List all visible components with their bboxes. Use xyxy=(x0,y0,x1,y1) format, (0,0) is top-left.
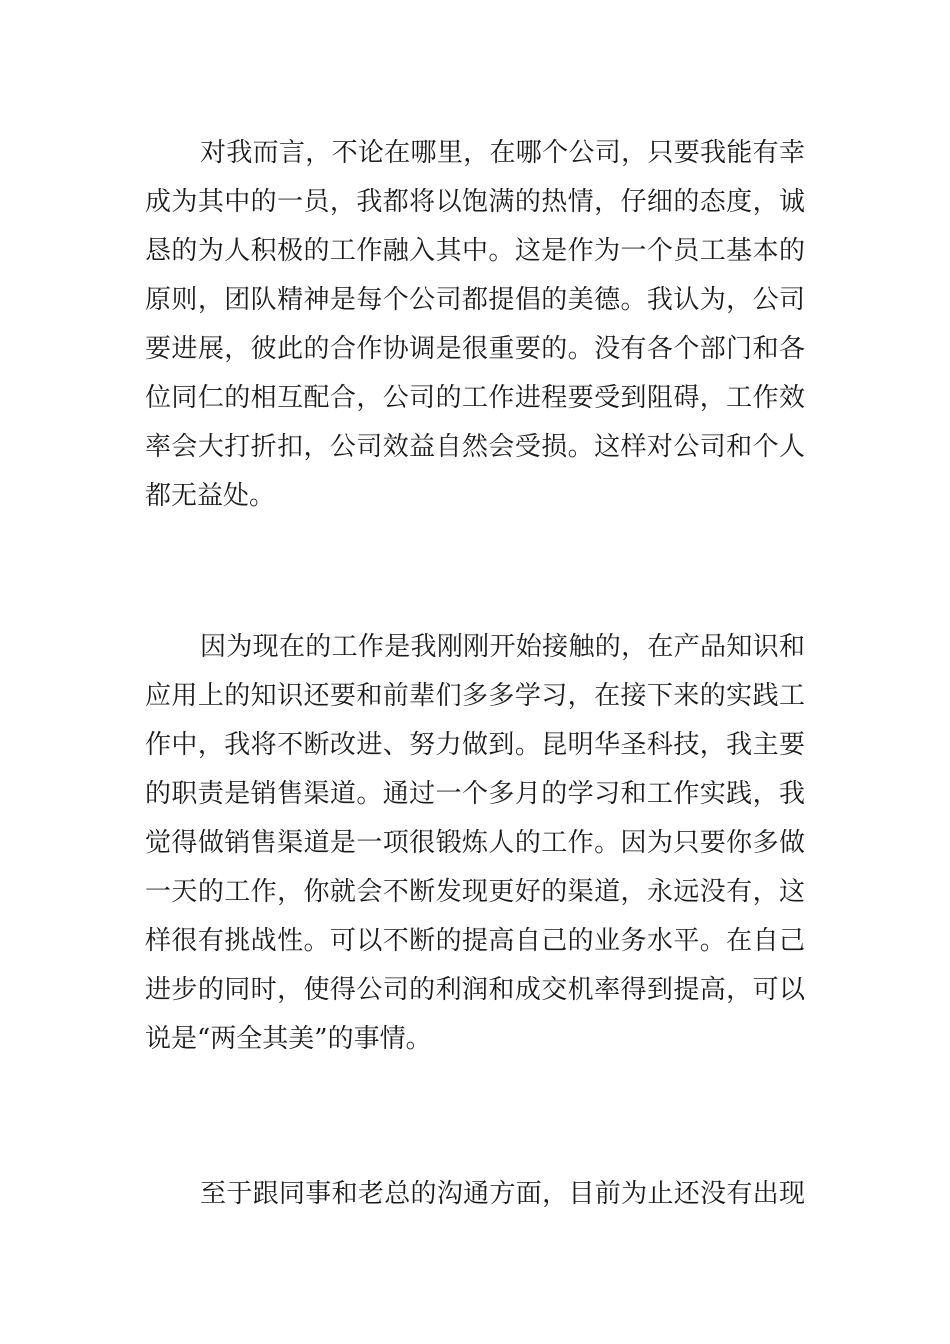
text-line: 恳的为人积极的工作融入其中。这是作为一个员工基本的 xyxy=(145,236,805,266)
text-line: 位同仁的相互配合，公司的工作进程要受到阻碍，工作效 xyxy=(145,383,805,413)
text-line: 成为其中的一员，我都将以饱满的热情，仔细的态度，诚 xyxy=(145,187,805,217)
text-line: 的职责是销售渠道。通过一个多月的学习和工作实践，我 xyxy=(145,779,805,809)
text-line: 原则，团队精神是每个公司都提倡的美德。我认为，公司 xyxy=(145,285,805,315)
paragraph-communication xyxy=(145,1170,805,1219)
text-line: 因为现在的工作是我刚刚开始接触的，在产品知识和 xyxy=(200,632,805,662)
text-line: 应用上的知识还要和前辈们多多学习，在接下来的实践工 xyxy=(145,681,805,711)
text-line: 率会大打折扣，公司效益自然会受损。这样对公司和个人 xyxy=(145,432,805,462)
text-line: 至于跟同事和老总的沟通方面，目前为止还没有出现 xyxy=(200,1179,805,1209)
text-line: 说是“两全其美”的事情。 xyxy=(145,1024,432,1054)
paragraph-sales-channel xyxy=(145,623,805,1064)
text-line: 样很有挑战性。可以不断的提高自己的业务水平。在自己 xyxy=(145,926,805,956)
text-line: 要进展，彼此的合作协调是很重要的。没有各个部门和各 xyxy=(145,334,805,364)
paragraph-teamwork xyxy=(145,129,805,521)
text-line: 作中，我将不断改进、努力做到。昆明华圣科技，我主要 xyxy=(145,730,805,760)
text-line: 进步的同时，使得公司的利润和成交机率得到提高，可以 xyxy=(145,975,805,1005)
text-line: 觉得做销售渠道是一项很锻炼人的工作。因为只要你多做 xyxy=(145,828,805,858)
text-line: 都无益处。 xyxy=(145,481,276,511)
text-line: 对我而言，不论在哪里，在哪个公司，只要我能有幸 xyxy=(200,138,805,168)
text-line: 一天的工作，你就会不断发现更好的渠道，永远没有，这 xyxy=(145,877,805,907)
